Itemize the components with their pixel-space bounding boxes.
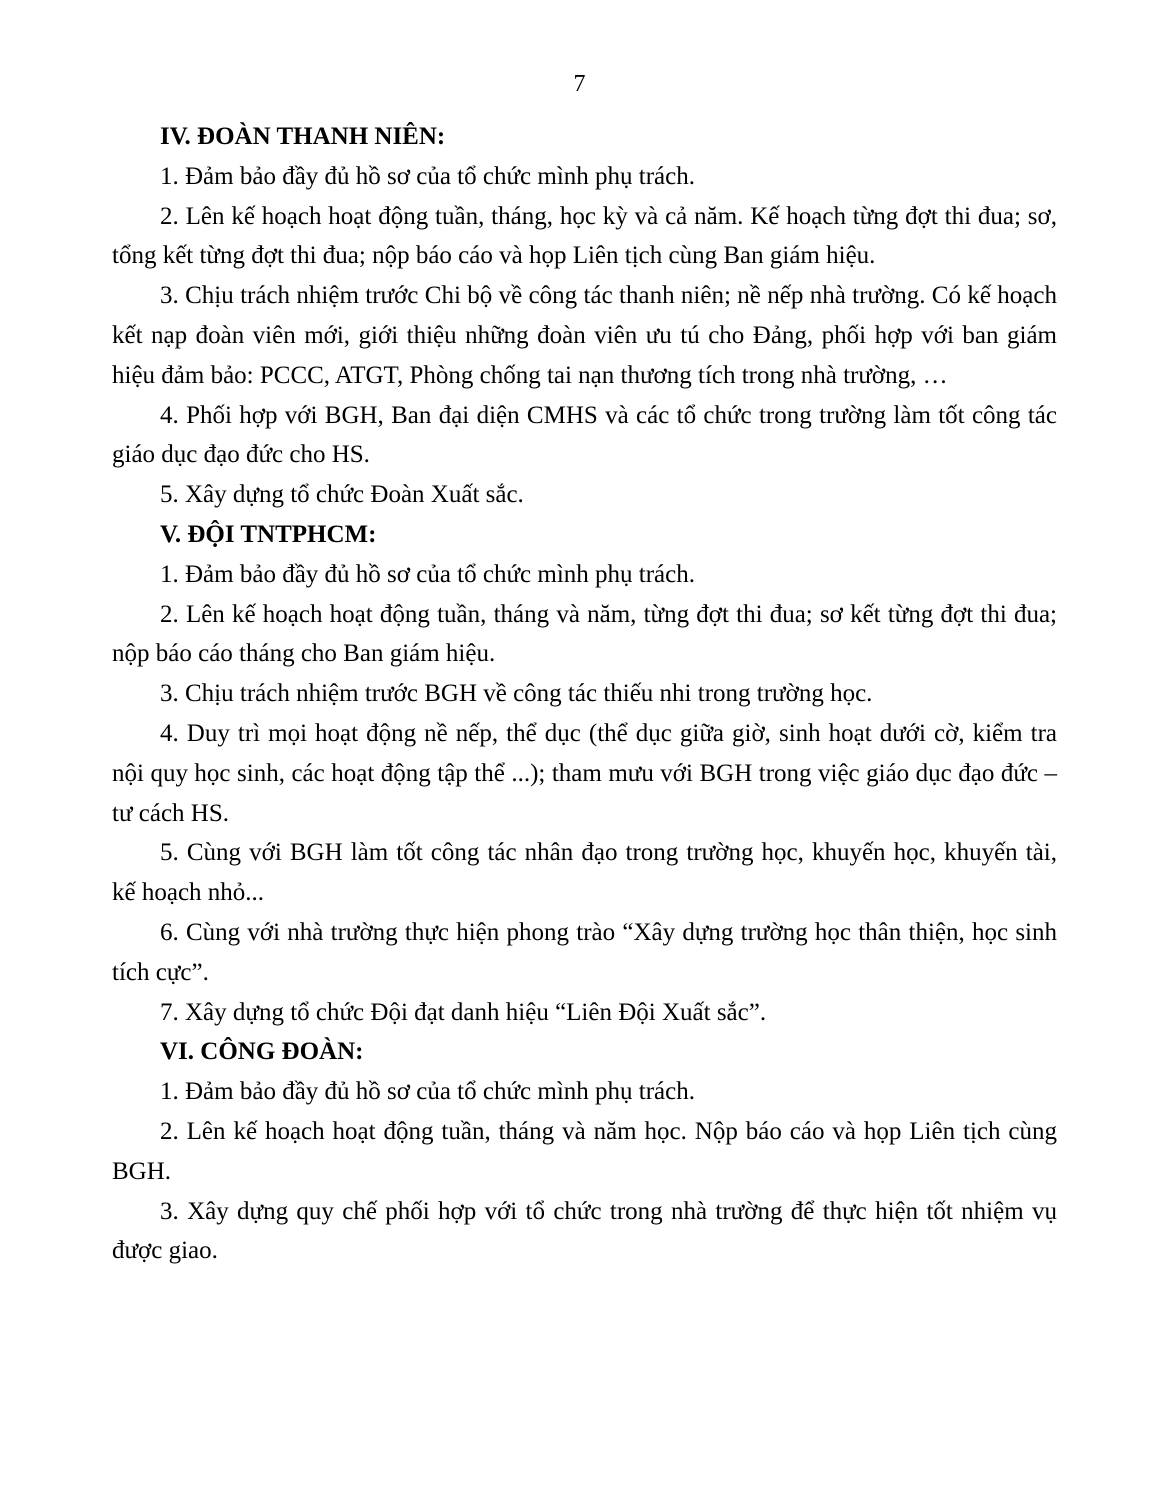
section-doi-tntphcm [112, 515, 1057, 1032]
section-doan-thanh-nien [112, 117, 1057, 515]
list-item: 5. Xây dựng tổ chức Đoàn Xuất sắc. [160, 481, 524, 509]
section-cong-doan [112, 1032, 1057, 1271]
list-item: 1. Đảm bảo đầy đủ hồ sơ của tổ chức mình phụ trách. [160, 162, 695, 190]
list-item: 6. Cùng với nhà trường thực hiện phong trào “Xây dựng trường học thân thiện, học sinh tích cực”. [112, 918, 1057, 986]
list-item: 3. Chịu trách nhiệm trước BGH về công tác thiếu nhi trong trường học. [160, 680, 873, 708]
list-item: 4. Phối hợp với BGH, Ban đại diện CMHS và các tổ chức trong trường làm tốt công tác giáo dục đạo đức cho HS. [112, 401, 1057, 469]
list-item: 3. Chịu trách nhiệm trước Chi bộ về công tác thanh niên; nề nếp nhà trường. Có kế hoạch kết nạp đoàn viên mới, giới thiệu những đoàn viên ưu tú cho Đảng, phối hợp với ban giám hiệu đảm bảo: PCCC, ATGT, Phòng chống tai nạn thương tích trong nhà trường, … [112, 282, 1057, 389]
list-item: 3. Xây dựng quy chế phối hợp với tổ chức trong nhà trường để thực hiện tốt nhiệm vụ được giao. [112, 1197, 1057, 1265]
document-body [112, 117, 1057, 1271]
list-item: 1. Đảm bảo đầy đủ hồ sơ của tổ chức mình phụ trách. [160, 560, 695, 588]
list-item: 2. Lên kế hoạch hoạt động tuần, tháng và năm học. Nộp báo cáo và họp Liên tịch cùng BGH. [112, 1117, 1057, 1185]
section-title: IV. ĐOÀN THANH NIÊN: [160, 123, 446, 150]
page-number: 7 [573, 71, 586, 97]
section-title: VI. CÔNG ĐOÀN: [160, 1038, 364, 1066]
section-title: V. ĐỘI TNTPHCM: [160, 520, 377, 548]
list-item: 5. Cùng với BGH làm tốt công tác nhân đạo trong trường học, khuyến học, khuyến tài, kế hoạch nhỏ... [112, 839, 1057, 907]
list-item: 4. Duy trì mọi hoạt động nề nếp, thể dục (thể dục giữa giờ, sinh hoạt dưới cờ, kiểm tra nội quy học sinh, các hoạt động tập thể ...); tham mưu với BGH trong việc giáo dục đạo đức – tư cách HS. [112, 719, 1057, 827]
list-item: 2. Lên kế hoạch hoạt động tuần, tháng và năm, từng đợt thi đua; sơ kết từng đợt thi đua; nộp báo cáo tháng cho Ban giám hiệu. [112, 600, 1057, 668]
list-item: 1. Đảm bảo đầy đủ hồ sơ của tổ chức mình phụ trách. [160, 1078, 695, 1106]
list-item: 2. Lên kế hoạch hoạt động tuần, tháng, học kỳ và cả năm. Kế hoạch từng đợt thi đua; sơ, tổng kết từng đợt thi đua; nộp báo cáo và họp Liên tịch cùng Ban giám hiệu. [112, 202, 1057, 270]
list-item: 7. Xây dựng tổ chức Đội đạt danh hiệu “Liên Đội Xuất sắc”. [160, 998, 767, 1026]
